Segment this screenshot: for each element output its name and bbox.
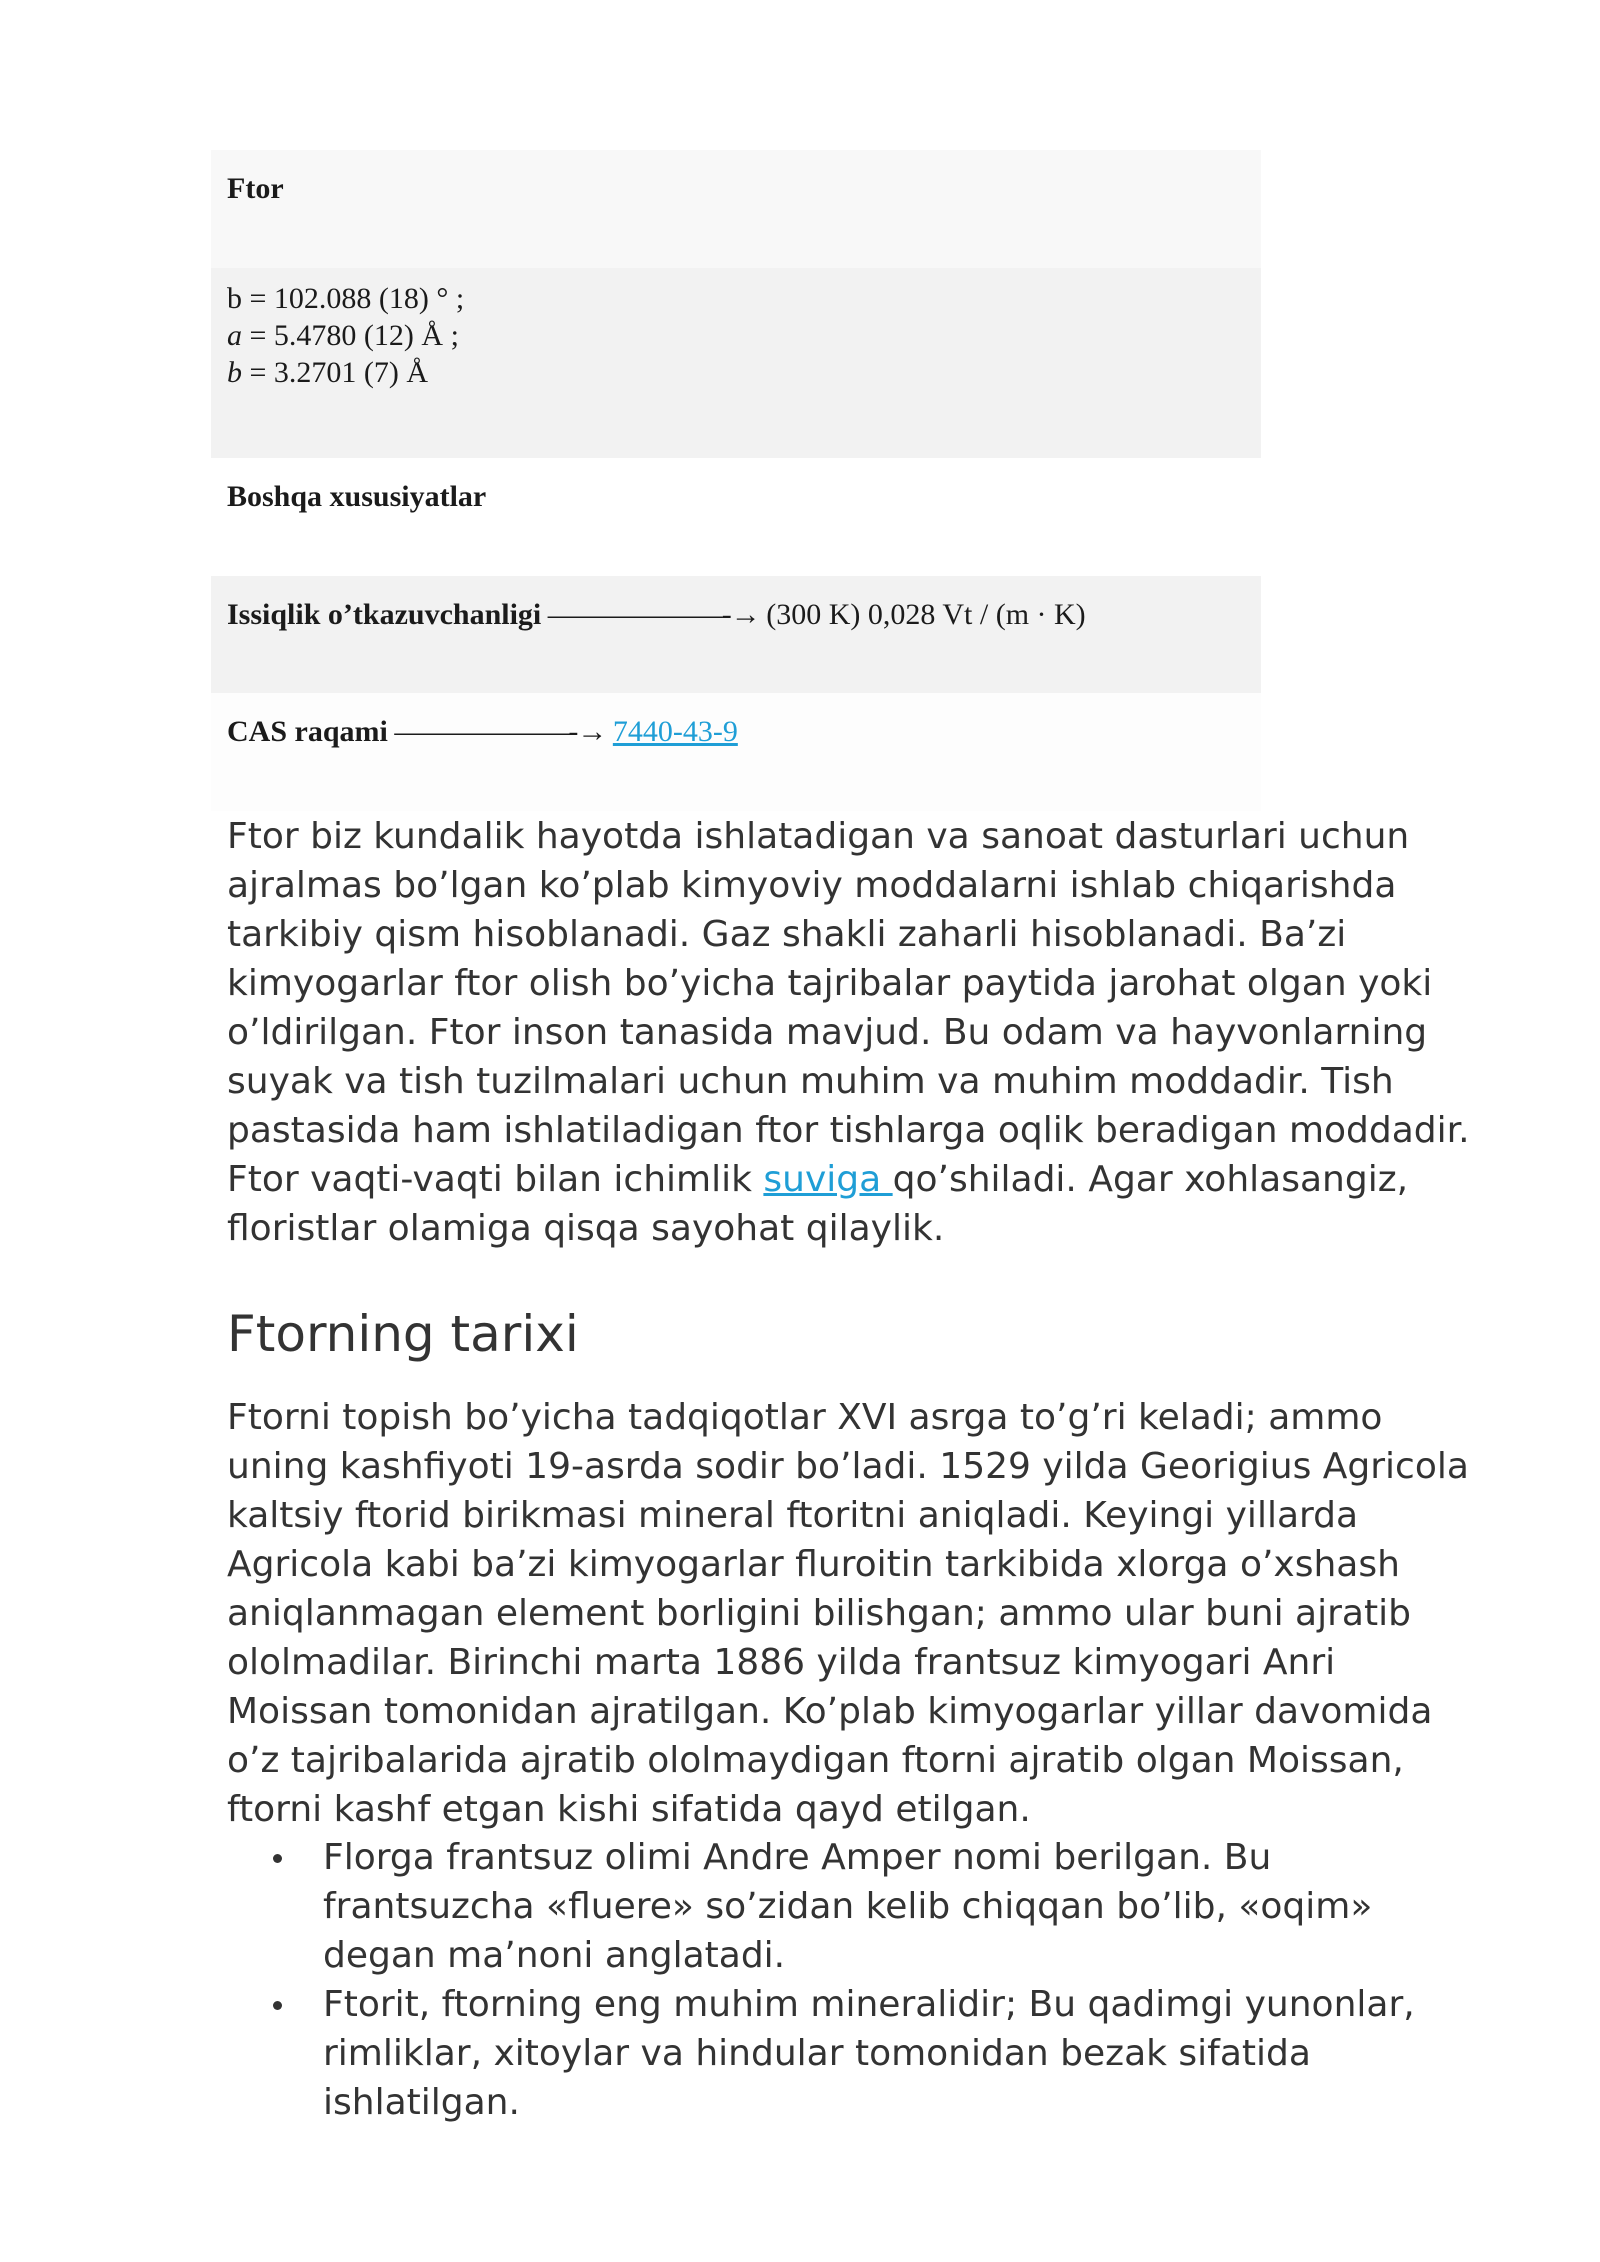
info-row-lattice (211, 268, 1261, 458)
water-link[interactable]: suviga (763, 1159, 893, 1200)
history-bullet-list (227, 1833, 1487, 2127)
info-row-title (211, 150, 1261, 268)
lattice-a-label: a (227, 319, 242, 352)
lattice-b-value: = 3.2701 (7) Å (242, 356, 429, 389)
info-row-other-properties (211, 458, 1261, 576)
bullet-icon (273, 1854, 282, 1863)
intro-paragraph (227, 812, 1487, 1253)
cas-arrow: ——————-→ (387, 715, 613, 748)
thermal-conductivity-value: (300 K) 0,028 Vt / (m · K) (766, 598, 1086, 631)
lattice-beta-value: = 102.088 (18) ° ; (242, 282, 465, 315)
info-row-cas-number (211, 693, 1261, 811)
element-name: Ftor (227, 172, 284, 205)
cas-number-label: CAS raqami (227, 715, 388, 748)
intro-text-after-link: qo’shiladi. Agar xohlasangiz, floristlar olamiga qisqa sayohat qilaylik. (227, 1159, 1409, 1249)
thermal-conductivity-label: Issiqlik o’tkazuvchanligi (227, 598, 542, 631)
lattice-b-label: b (227, 356, 242, 389)
list-item (227, 1980, 1487, 2127)
list-item-text: Florga frantsuz olimi Andre Amper nomi berilgan. Bu frantsuzcha «fluere» so’zidan kelib chiqqan bo’lib, «oqim» degan ma’noni anglatadi. (323, 1837, 1373, 1976)
history-paragraph: Ftorni topish bo’yicha tadqiqotlar XVI asrga to’g’ri keladi; ammo uning kashfiyoti 19-asrda sodir bo’ladi. 1529 yilda Georigius Agricola kaltsiy ftorid birikmasi mineral ftoritni aniqladi. Keyingi yillarda Agricola kabi ba’zi kimyogarlar fluroitin tarkibida xlorga o’xshash aniqlanmagan element borligini bilishgan; ammo ular buni ajratib ololmadilar. Birinchi marta 1886 yilda frantsuz kimyogari Anri Moissan tomonidan ajratilgan. Ko’plab kimyogarlar yillar davomida o’z tajribalarida ajratib ololmaydigan ftorni ajratib olgan Moissan, ftorni kashf etgan kishi sifatida qayd etilgan. (227, 1397, 1469, 1830)
section-heading-history: Ftorning tarixi (227, 1305, 579, 1363)
bullet-icon (273, 2001, 282, 2010)
thermal-arrow: ——————-→ (541, 598, 767, 631)
element-info-table (211, 150, 1261, 811)
info-row-thermal-conductivity (211, 576, 1261, 693)
lattice-beta (227, 280, 1245, 317)
list-item (227, 1833, 1487, 1980)
lattice-b (227, 354, 1245, 391)
list-item-text: Ftorit, ftorning eng muhim mineralidir; Bu qadimgi yunonlar, rimliklar, xitoylar va hindular tomonidan bezak sifatida ishlatilgan. (323, 1984, 1415, 2123)
other-properties-heading: Boshqa xususiyatlar (227, 480, 487, 513)
lattice-a-value: = 5.4780 (12) Å ; (242, 319, 459, 352)
lattice-beta-label: b (227, 282, 242, 315)
lattice-a (227, 317, 1245, 354)
lattice-parameters (227, 280, 1245, 391)
cas-number-link[interactable]: 7440-43-9 (612, 715, 738, 748)
intro-text-before-link: Ftor biz kundalik hayotda ishlatadigan va sanoat dasturlari uchun ajralmas bo’lgan ko’plab kimyoviy moddalarni ishlab chiqarishda tarkibiy qism hisoblanadi. Gaz shakli zaharli hisoblanadi. Ba’zi kimyogarlar ftor olish bo’yicha tajribalar paytida jarohat olgan yoki o’ldirilgan. Ftor inson tanasida mavjud. Bu odam va hayvonlarning suyak va tish tuzilmalari uchun muhim va muhim moddadir. Tish pastasida ham ishlatiladigan ftor tishlarga oqlik beradigan moddadir. Ftor vaqti-vaqti bilan ichimlik (227, 816, 1470, 1200)
